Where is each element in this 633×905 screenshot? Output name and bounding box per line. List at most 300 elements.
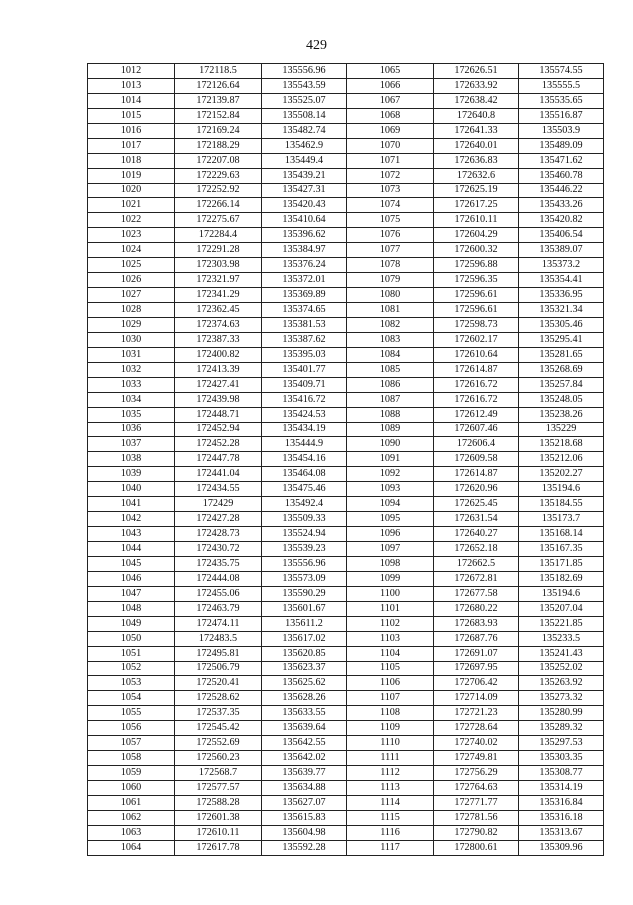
y-coordinate-right-cell: 135257.84 [519, 377, 604, 392]
x-coordinate-right-cell: 172596.61 [434, 303, 519, 318]
y-coordinate-left-cell: 135374.65 [262, 303, 347, 318]
point-id-right-cell: 1070 [347, 138, 434, 153]
x-coordinate-left-cell: 172452.94 [175, 422, 262, 437]
point-id-right-cell: 1077 [347, 243, 434, 258]
table-row [88, 198, 604, 213]
x-coordinate-left-cell: 172118.5 [175, 64, 262, 79]
point-id-right-cell: 1068 [347, 108, 434, 123]
y-coordinate-right-cell: 135248.05 [519, 392, 604, 407]
x-coordinate-left-cell: 172455.06 [175, 586, 262, 601]
x-coordinate-left-cell: 172275.67 [175, 213, 262, 228]
point-id-left-cell: 1036 [88, 422, 175, 437]
y-coordinate-left-cell: 135592.28 [262, 840, 347, 855]
y-coordinate-left-cell: 135508.14 [262, 108, 347, 123]
x-coordinate-right-cell: 172764.63 [434, 781, 519, 796]
x-coordinate-right-cell: 172598.73 [434, 317, 519, 332]
point-id-left-cell: 1037 [88, 437, 175, 452]
x-coordinate-left-cell: 172601.38 [175, 810, 262, 825]
x-coordinate-right-cell: 172636.83 [434, 153, 519, 168]
point-id-right-cell: 1078 [347, 258, 434, 273]
y-coordinate-right-cell: 135263.92 [519, 676, 604, 691]
point-id-right-cell: 1116 [347, 825, 434, 840]
y-coordinate-right-cell: 135406.54 [519, 228, 604, 243]
x-coordinate-left-cell: 172447.78 [175, 452, 262, 467]
x-coordinate-right-cell: 172614.87 [434, 467, 519, 482]
y-coordinate-right-cell: 135574.55 [519, 64, 604, 79]
x-coordinate-right-cell: 172602.17 [434, 332, 519, 347]
y-coordinate-right-cell: 135233.5 [519, 631, 604, 646]
y-coordinate-right-cell: 135173.7 [519, 512, 604, 527]
x-coordinate-left-cell: 172560.23 [175, 751, 262, 766]
y-coordinate-left-cell: 135525.07 [262, 93, 347, 108]
y-coordinate-left-cell: 135384.97 [262, 243, 347, 258]
point-id-right-cell: 1084 [347, 347, 434, 362]
table-row [88, 288, 604, 303]
table-row [88, 213, 604, 228]
y-coordinate-left-cell: 135416.72 [262, 392, 347, 407]
x-coordinate-right-cell: 172728.64 [434, 721, 519, 736]
y-coordinate-left-cell: 135454.16 [262, 452, 347, 467]
point-id-left-cell: 1047 [88, 586, 175, 601]
x-coordinate-left-cell: 172400.82 [175, 347, 262, 362]
point-id-left-cell: 1043 [88, 527, 175, 542]
x-coordinate-right-cell: 172625.19 [434, 183, 519, 198]
y-coordinate-right-cell: 135295.41 [519, 332, 604, 347]
x-coordinate-left-cell: 172188.29 [175, 138, 262, 153]
y-coordinate-right-cell: 135171.85 [519, 556, 604, 571]
x-coordinate-right-cell: 172609.58 [434, 452, 519, 467]
x-coordinate-right-cell: 172604.29 [434, 228, 519, 243]
y-coordinate-right-cell: 135516.87 [519, 108, 604, 123]
point-id-left-cell: 1039 [88, 467, 175, 482]
point-id-left-cell: 1050 [88, 631, 175, 646]
y-coordinate-right-cell: 135420.82 [519, 213, 604, 228]
x-coordinate-left-cell: 172152.84 [175, 108, 262, 123]
y-coordinate-left-cell: 135601.67 [262, 601, 347, 616]
x-coordinate-left-cell: 172207.08 [175, 153, 262, 168]
point-id-right-cell: 1113 [347, 781, 434, 796]
x-coordinate-right-cell: 172616.72 [434, 392, 519, 407]
point-id-right-cell: 1067 [347, 93, 434, 108]
x-coordinate-right-cell: 172632.6 [434, 168, 519, 183]
table-row [88, 631, 604, 646]
table-row [88, 317, 604, 332]
point-id-left-cell: 1020 [88, 183, 175, 198]
y-coordinate-right-cell: 135446.22 [519, 183, 604, 198]
point-id-left-cell: 1048 [88, 601, 175, 616]
y-coordinate-right-cell: 135316.84 [519, 795, 604, 810]
coordinates-table [87, 63, 604, 856]
x-coordinate-left-cell: 172577.57 [175, 781, 262, 796]
y-coordinate-right-cell: 135321.34 [519, 303, 604, 318]
table-row [88, 646, 604, 661]
point-id-right-cell: 1081 [347, 303, 434, 318]
y-coordinate-right-cell: 135308.77 [519, 766, 604, 781]
point-id-left-cell: 1013 [88, 78, 175, 93]
point-id-left-cell: 1045 [88, 556, 175, 571]
table-row [88, 527, 604, 542]
table-row [88, 467, 604, 482]
point-id-left-cell: 1049 [88, 616, 175, 631]
y-coordinate-left-cell: 135625.62 [262, 676, 347, 691]
x-coordinate-right-cell: 172714.09 [434, 691, 519, 706]
y-coordinate-left-cell: 135633.55 [262, 706, 347, 721]
y-coordinate-left-cell: 135482.74 [262, 123, 347, 138]
x-coordinate-right-cell: 172697.95 [434, 661, 519, 676]
table-row [88, 258, 604, 273]
y-coordinate-right-cell: 135221.85 [519, 616, 604, 631]
x-coordinate-left-cell: 172444.08 [175, 571, 262, 586]
x-coordinate-left-cell: 172441.04 [175, 467, 262, 482]
x-coordinate-left-cell: 172588.28 [175, 795, 262, 810]
point-id-left-cell: 1025 [88, 258, 175, 273]
table-row [88, 706, 604, 721]
y-coordinate-right-cell: 135268.69 [519, 362, 604, 377]
y-coordinate-left-cell: 135627.07 [262, 795, 347, 810]
y-coordinate-right-cell: 135460.78 [519, 168, 604, 183]
point-id-right-cell: 1093 [347, 482, 434, 497]
point-id-left-cell: 1061 [88, 795, 175, 810]
x-coordinate-left-cell: 172435.75 [175, 556, 262, 571]
point-id-left-cell: 1022 [88, 213, 175, 228]
table-row [88, 571, 604, 586]
point-id-left-cell: 1028 [88, 303, 175, 318]
x-coordinate-right-cell: 172610.64 [434, 347, 519, 362]
point-id-right-cell: 1099 [347, 571, 434, 586]
y-coordinate-left-cell: 135381.53 [262, 317, 347, 332]
point-id-right-cell: 1107 [347, 691, 434, 706]
point-id-left-cell: 1018 [88, 153, 175, 168]
x-coordinate-right-cell: 172640.8 [434, 108, 519, 123]
y-coordinate-left-cell: 135634.88 [262, 781, 347, 796]
point-id-left-cell: 1034 [88, 392, 175, 407]
x-coordinate-right-cell: 172687.76 [434, 631, 519, 646]
x-coordinate-right-cell: 172790.82 [434, 825, 519, 840]
x-coordinate-right-cell: 172625.45 [434, 497, 519, 512]
point-id-right-cell: 1090 [347, 437, 434, 452]
x-coordinate-right-cell: 172652.18 [434, 542, 519, 557]
point-id-right-cell: 1117 [347, 840, 434, 855]
y-coordinate-right-cell: 135194.6 [519, 586, 604, 601]
point-id-left-cell: 1042 [88, 512, 175, 527]
x-coordinate-right-cell: 172641.33 [434, 123, 519, 138]
y-coordinate-right-cell: 135241.43 [519, 646, 604, 661]
point-id-left-cell: 1052 [88, 661, 175, 676]
y-coordinate-right-cell: 135168.14 [519, 527, 604, 542]
point-id-right-cell: 1106 [347, 676, 434, 691]
point-id-left-cell: 1051 [88, 646, 175, 661]
point-id-left-cell: 1016 [88, 123, 175, 138]
x-coordinate-right-cell: 172721.23 [434, 706, 519, 721]
y-coordinate-right-cell: 135202.27 [519, 467, 604, 482]
table-row [88, 168, 604, 183]
point-id-right-cell: 1109 [347, 721, 434, 736]
x-coordinate-left-cell: 172428.73 [175, 527, 262, 542]
x-coordinate-left-cell: 172169.24 [175, 123, 262, 138]
x-coordinate-left-cell: 172266.14 [175, 198, 262, 213]
x-coordinate-right-cell: 172638.42 [434, 93, 519, 108]
x-coordinate-right-cell: 172631.54 [434, 512, 519, 527]
y-coordinate-right-cell: 135471.62 [519, 153, 604, 168]
y-coordinate-left-cell: 135376.24 [262, 258, 347, 273]
y-coordinate-left-cell: 135639.77 [262, 766, 347, 781]
point-id-right-cell: 1086 [347, 377, 434, 392]
y-coordinate-right-cell: 135297.53 [519, 736, 604, 751]
y-coordinate-right-cell: 135303.35 [519, 751, 604, 766]
y-coordinate-right-cell: 135229 [519, 422, 604, 437]
x-coordinate-right-cell: 172626.51 [434, 64, 519, 79]
x-coordinate-left-cell: 172528.62 [175, 691, 262, 706]
x-coordinate-right-cell: 172596.88 [434, 258, 519, 273]
point-id-left-cell: 1057 [88, 736, 175, 751]
table-row [88, 303, 604, 318]
x-coordinate-right-cell: 172640.01 [434, 138, 519, 153]
x-coordinate-left-cell: 172362.45 [175, 303, 262, 318]
x-coordinate-left-cell: 172463.79 [175, 601, 262, 616]
table-row [88, 392, 604, 407]
table-row [88, 78, 604, 93]
table-row [88, 795, 604, 810]
y-coordinate-right-cell: 135280.99 [519, 706, 604, 721]
y-coordinate-left-cell: 135573.09 [262, 571, 347, 586]
table-row [88, 273, 604, 288]
table-row [88, 123, 604, 138]
y-coordinate-right-cell: 135336.95 [519, 288, 604, 303]
x-coordinate-left-cell: 172474.11 [175, 616, 262, 631]
y-coordinate-right-cell: 135313.67 [519, 825, 604, 840]
point-id-right-cell: 1088 [347, 407, 434, 422]
x-coordinate-left-cell: 172341.29 [175, 288, 262, 303]
x-coordinate-right-cell: 172633.92 [434, 78, 519, 93]
y-coordinate-left-cell: 135444.9 [262, 437, 347, 452]
point-id-left-cell: 1062 [88, 810, 175, 825]
table-row [88, 721, 604, 736]
y-coordinate-right-cell: 135207.04 [519, 601, 604, 616]
x-coordinate-left-cell: 172303.98 [175, 258, 262, 273]
y-coordinate-left-cell: 135615.83 [262, 810, 347, 825]
x-coordinate-left-cell: 172545.42 [175, 721, 262, 736]
point-id-left-cell: 1064 [88, 840, 175, 855]
point-id-right-cell: 1096 [347, 527, 434, 542]
y-coordinate-right-cell: 135503.9 [519, 123, 604, 138]
point-id-right-cell: 1114 [347, 795, 434, 810]
y-coordinate-left-cell: 135395.03 [262, 347, 347, 362]
point-id-left-cell: 1041 [88, 497, 175, 512]
x-coordinate-right-cell: 172614.87 [434, 362, 519, 377]
point-id-left-cell: 1044 [88, 542, 175, 557]
point-id-right-cell: 1069 [347, 123, 434, 138]
table-row [88, 676, 604, 691]
y-coordinate-right-cell: 135289.32 [519, 721, 604, 736]
x-coordinate-left-cell: 172452.28 [175, 437, 262, 452]
point-id-left-cell: 1030 [88, 332, 175, 347]
x-coordinate-right-cell: 172606.4 [434, 437, 519, 452]
x-coordinate-left-cell: 172439.98 [175, 392, 262, 407]
coordinates-table-body [88, 64, 604, 856]
y-coordinate-left-cell: 135434.19 [262, 422, 347, 437]
y-coordinate-right-cell: 135389.07 [519, 243, 604, 258]
table-row [88, 437, 604, 452]
x-coordinate-left-cell: 172374.63 [175, 317, 262, 332]
y-coordinate-left-cell: 135524.94 [262, 527, 347, 542]
point-id-right-cell: 1087 [347, 392, 434, 407]
point-id-left-cell: 1024 [88, 243, 175, 258]
x-coordinate-left-cell: 172427.41 [175, 377, 262, 392]
point-id-left-cell: 1054 [88, 691, 175, 706]
x-coordinate-left-cell: 172252.92 [175, 183, 262, 198]
table-row [88, 751, 604, 766]
point-id-right-cell: 1097 [347, 542, 434, 557]
x-coordinate-left-cell: 172434.55 [175, 482, 262, 497]
y-coordinate-left-cell: 135639.64 [262, 721, 347, 736]
point-id-right-cell: 1072 [347, 168, 434, 183]
y-coordinate-left-cell: 135449.4 [262, 153, 347, 168]
point-id-left-cell: 1035 [88, 407, 175, 422]
y-coordinate-right-cell: 135309.96 [519, 840, 604, 855]
point-id-left-cell: 1033 [88, 377, 175, 392]
point-id-left-cell: 1021 [88, 198, 175, 213]
point-id-right-cell: 1098 [347, 556, 434, 571]
y-coordinate-left-cell: 135628.26 [262, 691, 347, 706]
table-row [88, 691, 604, 706]
point-id-left-cell: 1040 [88, 482, 175, 497]
x-coordinate-right-cell: 172612.49 [434, 407, 519, 422]
point-id-left-cell: 1060 [88, 781, 175, 796]
x-coordinate-right-cell: 172596.35 [434, 273, 519, 288]
x-coordinate-left-cell: 172427.28 [175, 512, 262, 527]
x-coordinate-right-cell: 172616.72 [434, 377, 519, 392]
x-coordinate-left-cell: 172483.5 [175, 631, 262, 646]
point-id-right-cell: 1075 [347, 213, 434, 228]
point-id-left-cell: 1027 [88, 288, 175, 303]
x-coordinate-left-cell: 172568.7 [175, 766, 262, 781]
point-id-left-cell: 1023 [88, 228, 175, 243]
x-coordinate-right-cell: 172756.29 [434, 766, 519, 781]
y-coordinate-right-cell: 135354.41 [519, 273, 604, 288]
point-id-left-cell: 1019 [88, 168, 175, 183]
x-coordinate-right-cell: 172677.58 [434, 586, 519, 601]
x-coordinate-right-cell: 172662.5 [434, 556, 519, 571]
y-coordinate-left-cell: 135492.4 [262, 497, 347, 512]
table-row [88, 586, 604, 601]
x-coordinate-left-cell: 172321.97 [175, 273, 262, 288]
point-id-right-cell: 1094 [347, 497, 434, 512]
y-coordinate-left-cell: 135427.31 [262, 183, 347, 198]
x-coordinate-right-cell: 172600.32 [434, 243, 519, 258]
point-id-right-cell: 1091 [347, 452, 434, 467]
point-id-right-cell: 1095 [347, 512, 434, 527]
table-row [88, 661, 604, 676]
table-row [88, 332, 604, 347]
x-coordinate-left-cell: 172139.87 [175, 93, 262, 108]
y-coordinate-right-cell: 135212.06 [519, 452, 604, 467]
table-row [88, 422, 604, 437]
point-id-left-cell: 1032 [88, 362, 175, 377]
y-coordinate-left-cell: 135420.43 [262, 198, 347, 213]
table-row [88, 108, 604, 123]
x-coordinate-left-cell: 172520.41 [175, 676, 262, 691]
y-coordinate-left-cell: 135509.33 [262, 512, 347, 527]
y-coordinate-right-cell: 135555.5 [519, 78, 604, 93]
y-coordinate-right-cell: 135273.32 [519, 691, 604, 706]
table-row [88, 377, 604, 392]
table-row [88, 243, 604, 258]
y-coordinate-right-cell: 135316.18 [519, 810, 604, 825]
point-id-right-cell: 1111 [347, 751, 434, 766]
x-coordinate-left-cell: 172506.79 [175, 661, 262, 676]
y-coordinate-left-cell: 135387.62 [262, 332, 347, 347]
y-coordinate-right-cell: 135433.26 [519, 198, 604, 213]
table-row [88, 601, 604, 616]
x-coordinate-left-cell: 172552.69 [175, 736, 262, 751]
y-coordinate-left-cell: 135539.23 [262, 542, 347, 557]
point-id-left-cell: 1017 [88, 138, 175, 153]
table-row [88, 556, 604, 571]
y-coordinate-left-cell: 135617.02 [262, 631, 347, 646]
point-id-left-cell: 1058 [88, 751, 175, 766]
x-coordinate-left-cell: 172229.63 [175, 168, 262, 183]
point-id-right-cell: 1071 [347, 153, 434, 168]
x-coordinate-right-cell: 172749.81 [434, 751, 519, 766]
point-id-right-cell: 1101 [347, 601, 434, 616]
y-coordinate-right-cell: 135167.35 [519, 542, 604, 557]
x-coordinate-left-cell: 172387.33 [175, 332, 262, 347]
point-id-left-cell: 1031 [88, 347, 175, 362]
y-coordinate-left-cell: 135556.96 [262, 556, 347, 571]
x-coordinate-right-cell: 172640.27 [434, 527, 519, 542]
y-coordinate-left-cell: 135620.85 [262, 646, 347, 661]
point-id-left-cell: 1029 [88, 317, 175, 332]
y-coordinate-left-cell: 135409.71 [262, 377, 347, 392]
point-id-left-cell: 1053 [88, 676, 175, 691]
x-coordinate-right-cell: 172672.81 [434, 571, 519, 586]
point-id-left-cell: 1063 [88, 825, 175, 840]
point-id-right-cell: 1073 [347, 183, 434, 198]
table-row [88, 781, 604, 796]
point-id-right-cell: 1079 [347, 273, 434, 288]
point-id-right-cell: 1066 [347, 78, 434, 93]
x-coordinate-right-cell: 172620.96 [434, 482, 519, 497]
y-coordinate-left-cell: 135623.37 [262, 661, 347, 676]
y-coordinate-left-cell: 135590.29 [262, 586, 347, 601]
page-number: 429 [306, 38, 327, 53]
table-row [88, 736, 604, 751]
table-row [88, 497, 604, 512]
y-coordinate-right-cell: 135184.55 [519, 497, 604, 512]
table-row [88, 616, 604, 631]
table-row [88, 452, 604, 467]
point-id-right-cell: 1065 [347, 64, 434, 79]
point-id-right-cell: 1082 [347, 317, 434, 332]
point-id-left-cell: 1055 [88, 706, 175, 721]
x-coordinate-right-cell: 172800.61 [434, 840, 519, 855]
point-id-right-cell: 1103 [347, 631, 434, 646]
y-coordinate-left-cell: 135543.59 [262, 78, 347, 93]
point-id-left-cell: 1056 [88, 721, 175, 736]
table-row [88, 138, 604, 153]
y-coordinate-left-cell: 135439.21 [262, 168, 347, 183]
point-id-right-cell: 1112 [347, 766, 434, 781]
table-row [88, 153, 604, 168]
y-coordinate-right-cell: 135194.6 [519, 482, 604, 497]
x-coordinate-left-cell: 172430.72 [175, 542, 262, 557]
table-row [88, 810, 604, 825]
x-coordinate-right-cell: 172610.11 [434, 213, 519, 228]
y-coordinate-left-cell: 135464.08 [262, 467, 347, 482]
y-coordinate-left-cell: 135475.46 [262, 482, 347, 497]
table-row [88, 64, 604, 79]
x-coordinate-left-cell: 172495.81 [175, 646, 262, 661]
